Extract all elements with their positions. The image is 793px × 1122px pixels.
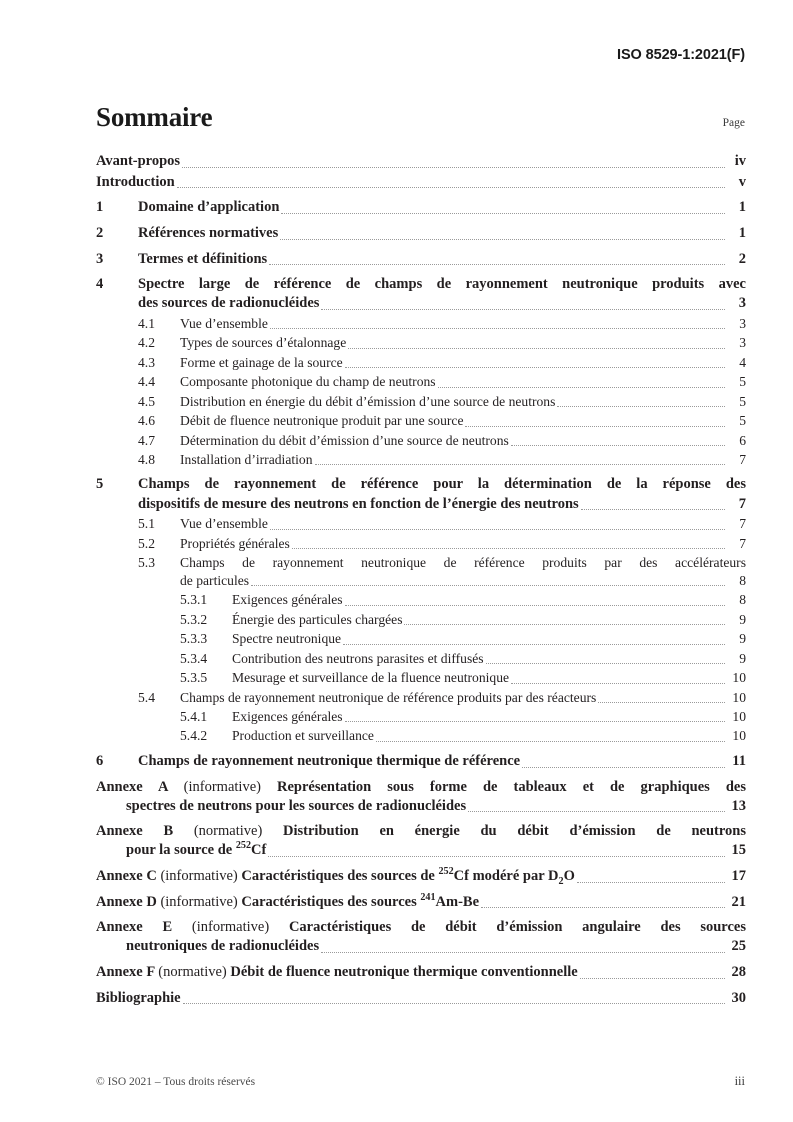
dot-leader <box>404 623 725 625</box>
toc-entry-body <box>180 515 746 533</box>
toc-entry-page: 3 <box>739 315 746 331</box>
toc-entry-number: 4.5 <box>138 393 155 409</box>
dot-leader <box>182 166 725 168</box>
toc-entry-text: Vue d’ensemble <box>180 315 268 331</box>
copyright-notice: © ISO 2021 – Tous droits réservés <box>96 1076 256 1088</box>
toc-entry-text: Champs de rayonnement neutronique thermique de référence <box>138 752 521 769</box>
toc-entry-text: Distribution en énergie du débit d’émission d’une source de neutrons <box>180 393 556 409</box>
toc-entry-text: de particules <box>180 572 250 588</box>
toc-entry-text: Introduction <box>96 173 175 190</box>
toc-entry-text: spectres de neutrons pour les sources de radionucléides <box>126 797 467 814</box>
toc-entry-page: 15 <box>731 842 746 859</box>
toc-annex-entry[interactable] <box>96 918 746 956</box>
toc-entry[interactable] <box>96 591 746 609</box>
toc-entry-body <box>180 689 746 707</box>
dot-leader <box>345 604 725 606</box>
toc-entry-number: 4.2 <box>138 335 155 351</box>
dot-leader <box>183 1002 725 1004</box>
toc-entry-number: 6 <box>96 752 104 769</box>
toc-entry-number: 3 <box>96 250 104 267</box>
toc-entry-text: Exigences générales <box>232 709 343 724</box>
dot-leader <box>438 386 725 388</box>
toc-entry-page: 7 <box>739 535 746 551</box>
toc-annex-entry[interactable] <box>96 778 746 816</box>
toc-entry-page: 10 <box>732 709 746 724</box>
toc-entry-text: Énergie des particules chargées <box>232 611 403 627</box>
dot-leader <box>345 720 725 722</box>
toc-entry-headline: Annexe A (informative) Représentation sous forme de tableaux et de graphiques des <box>96 778 746 795</box>
toc-entry-text: Forme et gainage de la source <box>180 354 343 370</box>
toc-entry-text: Spectre neutronique <box>232 631 342 647</box>
toc-title-row <box>96 102 745 133</box>
annex-label: Annexe B <box>96 823 174 840</box>
toc-entry-number: 2 <box>96 224 104 241</box>
toc-entry-headline: Spectre large de référence de champs de rayonnement neutronique produits avec <box>138 276 746 293</box>
toc-entry[interactable] <box>96 412 746 430</box>
toc-entry-text: Installation d’irradiation <box>180 451 313 467</box>
toc-entry-page: 1 <box>738 199 746 216</box>
toc-entry[interactable] <box>96 708 746 726</box>
toc-entry-headline: Champs de rayonnement neutronique de référence produits par des accélérateurs <box>180 555 746 570</box>
toc-entry[interactable] <box>96 275 746 313</box>
dot-leader <box>376 740 725 742</box>
toc-entry-page: 21 <box>731 893 746 910</box>
toc-entry-body <box>138 224 746 243</box>
toc-entry-text: des sources de radionucléides <box>138 295 320 312</box>
toc-entry-body <box>232 708 746 726</box>
toc-annex-entry[interactable] <box>96 893 746 912</box>
toc-entry-body <box>96 778 746 816</box>
dot-leader <box>315 463 726 465</box>
toc-entry-page: 6 <box>739 432 746 448</box>
page-title: Sommaire <box>96 102 213 132</box>
toc-entry-page: 7 <box>738 495 746 512</box>
dot-leader <box>598 701 725 703</box>
toc-entry-page: 3 <box>738 295 746 312</box>
toc-entry-body <box>96 867 746 886</box>
toc-entry-body <box>180 334 746 352</box>
toc-entry-text: dispositifs de mesure des neutrons en fonction de l’énergie des neutrons <box>138 495 579 512</box>
toc-entry[interactable] <box>96 198 746 217</box>
toc-entry[interactable] <box>96 152 746 171</box>
toc-entry-page: 9 <box>739 631 746 647</box>
toc-entry-page: 8 <box>739 572 746 588</box>
dot-leader <box>581 508 725 510</box>
toc-entry-body <box>180 412 746 430</box>
toc-entry-number: 1 <box>96 199 104 216</box>
toc-entry-text: Production et surveillance <box>232 728 374 744</box>
toc-entry-text: Types de sources d’étalonnage <box>180 335 347 351</box>
toc-entry-page: 3 <box>739 335 746 351</box>
toc-entry-headline: Annexe B (normative) Distribution en énergie du débit d’émission de neutrons <box>96 823 746 840</box>
page-folio: iii <box>734 1074 745 1088</box>
toc-entry-body <box>180 393 746 411</box>
toc-entry-page: v <box>738 173 746 190</box>
toc-entry[interactable] <box>96 173 746 192</box>
annex-kind: (informative) <box>191 919 270 936</box>
toc-entry-page: 28 <box>731 964 746 980</box>
toc-entry-page: 7 <box>739 451 746 467</box>
toc-entry-number: 5.3.2 <box>180 611 208 627</box>
toc-annex-entry[interactable] <box>96 822 746 860</box>
toc-entry-page: 25 <box>731 938 746 955</box>
toc-entry-number: 4.4 <box>138 374 155 390</box>
toc-entry[interactable] <box>96 515 746 533</box>
toc-entry-page: 10 <box>732 670 746 686</box>
toc-entry-number: 5.4.1 <box>180 709 208 724</box>
toc-entry-body <box>232 591 746 609</box>
toc-entry-body <box>180 451 746 469</box>
toc-annex-entry[interactable] <box>96 963 746 982</box>
toc-entry-body <box>180 554 746 590</box>
toc-entry-body <box>180 432 746 450</box>
toc-entry-page: 9 <box>739 611 746 627</box>
toc-entry-number: 4 <box>96 276 104 293</box>
toc-entry[interactable] <box>96 535 746 553</box>
annex-label: Annexe C <box>96 868 157 884</box>
toc-entry-body <box>232 630 746 648</box>
toc-entry[interactable] <box>96 630 746 648</box>
page-footer <box>96 1074 745 1089</box>
toc-entry[interactable] <box>96 475 746 513</box>
toc-entry-page: 17 <box>731 868 746 884</box>
dot-leader <box>348 347 725 349</box>
toc-entry-body <box>232 650 746 668</box>
table-of-contents <box>96 152 746 1009</box>
toc-entry-number: 5 <box>96 476 104 493</box>
toc-entry-text: neutroniques de radionucléides <box>126 938 320 955</box>
toc-entry-text: Vue d’ensemble <box>180 516 268 532</box>
toc-entry[interactable] <box>96 650 746 668</box>
dot-leader <box>251 584 725 586</box>
toc-entry-number: 5.3 <box>138 555 155 570</box>
toc-entry-body <box>232 669 746 687</box>
toc-entry[interactable] <box>96 669 746 687</box>
dot-leader <box>268 855 725 857</box>
toc-entry[interactable] <box>96 393 746 411</box>
dot-leader <box>280 238 725 240</box>
toc-entry[interactable] <box>96 432 746 450</box>
toc-entry[interactable] <box>96 752 746 771</box>
toc-entry-page: 7 <box>739 516 746 532</box>
toc-entry-page: 5 <box>739 374 746 390</box>
annex-kind: (informative) <box>160 893 238 910</box>
dot-leader <box>270 528 725 530</box>
toc-entry-text: Contribution des neutrons parasites et diffusés <box>232 650 484 666</box>
dot-leader <box>580 977 725 979</box>
toc-entry-text: Annexe D (informative) Caractéristiques des sources $^{241}$Am-Be <box>96 891 480 910</box>
toc-entry-page: 2 <box>738 250 746 267</box>
toc-entry-page: 4 <box>739 354 746 370</box>
annex-kind: (normative) <box>158 964 227 980</box>
toc-entry-text: Domaine d’application <box>138 199 280 216</box>
toc-entry[interactable] <box>96 354 746 372</box>
annex-kind: (normative) <box>193 823 263 840</box>
annex-kind: (informative) <box>183 778 261 795</box>
toc-entry-text: Références normatives <box>138 224 279 241</box>
page-column-header: Page <box>722 117 745 129</box>
dot-leader <box>468 810 725 812</box>
toc-entry-page: 9 <box>739 650 746 666</box>
toc-entry-page: 13 <box>731 797 746 814</box>
dot-leader <box>481 906 725 908</box>
toc-entry-headline: Champs de rayonnement de référence pour la détermination de la réponse des <box>138 476 746 493</box>
toc-entry-page: 30 <box>731 989 746 1006</box>
annex-label: Annexe E <box>96 919 173 936</box>
toc-entry-text: Propriétés générales <box>180 535 290 551</box>
toc-entry-number: 5.3.4 <box>180 650 208 666</box>
toc-entry-body <box>180 535 746 553</box>
toc-entry-text: Composante photonique du champ de neutrons <box>180 374 436 390</box>
toc-entry-page: 1 <box>738 224 746 241</box>
toc-entry-body <box>96 152 746 171</box>
toc-entry-body <box>232 611 746 629</box>
toc-entry-body <box>180 315 746 333</box>
toc-entry-body <box>138 275 746 313</box>
toc-entry-body <box>232 727 746 745</box>
toc-entry-body <box>96 173 746 192</box>
document-reference: ISO 8529-1:2021(F) <box>617 47 745 63</box>
dot-leader <box>577 881 725 883</box>
toc-entry-body <box>96 893 746 912</box>
toc-entry-number: 4.8 <box>138 451 155 467</box>
toc-entry-text: Mesurage et surveillance de la fluence neutronique <box>232 670 510 686</box>
dot-leader <box>557 405 725 407</box>
toc-entry-body <box>138 752 746 771</box>
toc-entry-text: pour la source de $^{252}$Cf <box>126 840 267 859</box>
toc-entry-body <box>138 250 746 269</box>
toc-annex-entry[interactable] <box>96 989 746 1008</box>
toc-entry-text <box>96 989 181 1008</box>
toc-entry-number: 5.3.3 <box>180 631 208 647</box>
toc-entry-body <box>96 822 746 860</box>
annex-kind: (informative) <box>160 868 238 884</box>
toc-entry-number: 5.2 <box>138 535 155 551</box>
toc-entry-text: Détermination du débit d’émission d’une source de neutrons <box>180 432 509 448</box>
toc-entry-text: Termes et définitions <box>138 250 268 267</box>
toc-entry-body <box>96 989 746 1008</box>
annex-label: Annexe F <box>96 964 155 980</box>
toc-entry-text: Annexe F (normative) Débit de fluence neutronique thermique conventionnelle <box>96 964 578 980</box>
annex-label: Bibliographie <box>96 989 181 1006</box>
toc-entry-text: Annexe C (informative) Caractéristiques des sources de $^{252}$Cf modéré par $D_2O$ <box>96 866 575 887</box>
toc-entry-page: 5 <box>739 413 746 429</box>
toc-entry-headline: Annexe E (informative) Caractéristiques de débit d’émission angulaire des sources <box>96 919 746 936</box>
toc-entry[interactable] <box>96 727 746 745</box>
dot-leader <box>177 186 725 188</box>
toc-entry-text: Avant-propos <box>96 153 181 169</box>
toc-entry-body <box>138 475 746 513</box>
toc-entry-body <box>138 198 746 217</box>
toc-entry[interactable] <box>96 334 746 352</box>
toc-entry-number: 4.6 <box>138 413 155 429</box>
toc-entry-number: 5.3.1 <box>180 592 208 608</box>
dot-leader <box>321 951 725 953</box>
dot-leader <box>270 327 725 329</box>
toc-entry-body <box>96 918 746 956</box>
toc-entry[interactable] <box>96 315 746 333</box>
toc-entry[interactable] <box>96 611 746 629</box>
dot-leader <box>343 643 725 645</box>
toc-entry[interactable] <box>96 451 746 469</box>
toc-entry-page: 10 <box>732 728 746 744</box>
toc-entry-number: 4.1 <box>138 315 155 331</box>
dot-leader <box>511 682 725 684</box>
annex-label: Annexe D <box>96 893 157 910</box>
toc-entry-page: 11 <box>732 752 746 769</box>
toc-entry[interactable] <box>96 373 746 391</box>
toc-entry-text: Débit de fluence neutronique produit par une source <box>180 413 464 429</box>
toc-entry-number: 5.4.2 <box>180 728 208 744</box>
toc-entry-number: 5.3.5 <box>180 670 208 686</box>
toc-entry-page: 10 <box>732 689 746 705</box>
toc-entry-number: 4.7 <box>138 432 155 448</box>
toc-entry-page: iv <box>734 153 746 169</box>
dot-leader <box>522 766 725 768</box>
dot-leader <box>281 212 725 214</box>
toc-annex-entry[interactable] <box>96 867 746 886</box>
toc-entry-body <box>180 354 746 372</box>
dot-leader <box>511 444 725 446</box>
toc-entry[interactable] <box>96 224 746 243</box>
dot-leader <box>269 263 725 265</box>
dot-leader <box>292 547 725 549</box>
toc-entry-body <box>96 963 746 982</box>
dot-leader <box>465 425 725 427</box>
toc-entry-number: 5.1 <box>138 516 155 532</box>
toc-entry-number: 4.3 <box>138 354 155 370</box>
toc-entry-page: 5 <box>739 393 746 409</box>
toc-entry-text: Exigences générales <box>232 592 343 608</box>
dot-leader <box>321 308 725 310</box>
toc-entry[interactable] <box>96 250 746 269</box>
dot-leader <box>345 366 725 368</box>
annex-label: Annexe A <box>96 778 168 795</box>
toc-entry-body <box>180 373 746 391</box>
toc-entry-number: 5.4 <box>138 689 155 705</box>
toc-entry-text: Champs de rayonnement neutronique de référence produits par des réacteurs <box>180 689 597 705</box>
toc-entry-page: 8 <box>739 592 746 608</box>
toc-entry[interactable] <box>96 554 746 590</box>
toc-entry[interactable] <box>96 689 746 707</box>
dot-leader <box>486 662 725 664</box>
